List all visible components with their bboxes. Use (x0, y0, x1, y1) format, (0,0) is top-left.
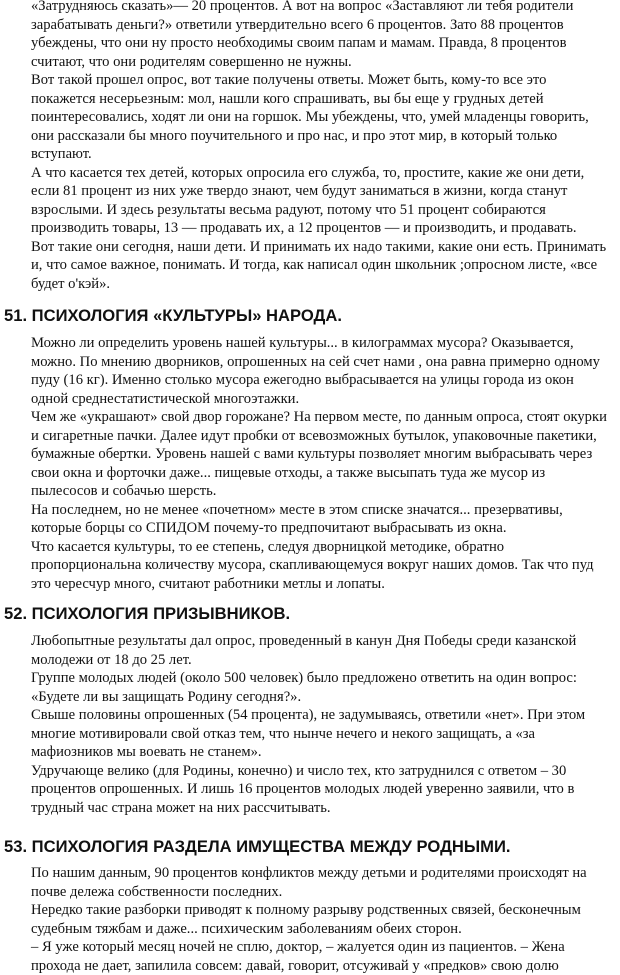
text-line: Вот такие они сегодня, наши дети. И принимать их надо такими, какие они есть. Принимать (31, 238, 616, 257)
section-heading-53: 53. ПСИХОЛОГИЯ РАЗДЕЛА ИМУЩЕСТВА МЕЖДУ РОДНЫМИ. (4, 837, 616, 857)
text-line: одной среднестатистической многоэтажки. (31, 390, 616, 409)
text-line: пылесосов и собачью шерсть. (31, 482, 616, 501)
section-heading-51: 51. ПСИХОЛОГИЯ «КУЛЬТУРЫ» НАРОДА. (4, 306, 616, 326)
text-line: Нередко такие разборки приводят к полному разрыву родственных связей, бесконечным (31, 901, 616, 920)
text-line: покажется несерьезным: мол, нашли кого спрашивать, вы бы еще у грудных детей (31, 90, 616, 109)
text-line: На последнем, но не менее «почетном» месте в этом списке значатся... презервативы, (31, 501, 616, 520)
paragraph-section-52 (31, 632, 616, 817)
text-line: многие мотивировали свой отказ тем, что нынче нечего и некого защищать, а «за (31, 725, 616, 744)
text-line: молодежи от 18 до 25 лет. (31, 651, 616, 670)
text-line: они рассказали бы много поучительного и про нас, и про этот мир, в который только (31, 127, 616, 146)
text-line: Удручающе велико (для Родины, конечно) и число тех, кто затруднился с ответом – 30 (31, 762, 616, 781)
section-heading-52: 52. ПСИХОЛОГИЯ ПРИЗЫВНИКОВ. (4, 604, 616, 624)
text-line: Можно ли определить уровень нашей культуры... в килограммах мусора? Оказывается, (31, 334, 616, 353)
paragraph-section-51 (31, 334, 616, 593)
text-line: будет о'кэй». (31, 275, 616, 294)
text-line: и, что самое важное, понимать. И тогда, как написал один школьник ;опросном листе, «все (31, 256, 616, 275)
text-line: вступают. (31, 145, 616, 164)
text-line: зарабатывать деньги?» ответили утвердительно всего 6 процентов. Зато 88 процентов (31, 16, 616, 35)
text-line: мафиозников мы воевать не станем». (31, 743, 616, 762)
text-line: пуду (16 кг). Именно столько мусора ежегодно выбрасывается на улицы города из окон (31, 371, 616, 390)
text-line: Свыше половины опрошенных (54 процента), не задумываясь, ответили «нет». При этом (31, 706, 616, 725)
text-line: трудный час страна может на них рассчитывать. (31, 799, 616, 818)
text-line: бумажные обертки. Уровень нашей с вами культуры позволяет многим выбрасывать через (31, 445, 616, 464)
text-line: свои окна и форточки даже... пищевые отходы, а также высыпать туда же мусор из (31, 464, 616, 483)
text-line: если 81 процент из них уже твердо знают, чем будут заниматься в жизни, когда станут (31, 182, 616, 201)
text-line: поинтересовались, ходят ли они на горшок. Мы убеждены, что, умей младенцы говорить, (31, 108, 616, 127)
text-line: взрослыми. И здесь результаты весьма радуют, потому что 51 процент собираются (31, 201, 616, 220)
text-line: считают, что они родителям совершенно не нужны. (31, 53, 616, 72)
text-line: Группе молодых людей (около 500 человек) было предложено ответить на один вопрос: (31, 669, 616, 688)
text-line: – Я уже который месяц ночей не сплю, доктор, – жалуется один из пациентов. – Жена (31, 938, 616, 957)
paragraph-intro (31, 0, 616, 293)
text-line: пропорциональна количеству мусора, скапливающемуся вокруг наших домов. Так что пуд (31, 556, 616, 575)
text-line: можно. По мнению дворников, опрошенных на сей счет нами , она равна примерно одному (31, 353, 616, 372)
text-line: Вот такой прошел опрос, вот такие получены ответы. Может быть, кому-то все это (31, 71, 616, 90)
text-line: это чересчур много, считают работники метлы и лопаты. (31, 575, 616, 594)
text-line: почве дележа собственности последних. (31, 883, 616, 902)
text-line: производить товары, 13 — продавать их, а 12 процентов — и производить, и продавать. (31, 219, 616, 238)
text-line: процентов опрошенных. И лишь 16 процентов молодых людей уверенно заявили, что в (31, 780, 616, 799)
text-line: Любопытные результаты дал опрос, проведенный в канун Дня Победы среди казанской (31, 632, 616, 651)
text-line: которые борцы со СПИДОМ почему-то предпочитают выбрасывать из окна. (31, 519, 616, 538)
text-line: А что касается тех детей, которых опросила его служба, то, простите, какие же они дети, (31, 164, 616, 183)
text-line: судебным тяжбам и даже... психическим заболеваниям обеих сторон. (31, 920, 616, 939)
text-line: «Затрудняюсь сказать»— 20 процентов. А вот на вопрос «Заставляют ли тебя родители (31, 0, 616, 16)
text-line: По нашим данным, 90 процентов конфликтов между детьми и родителями происходят на (31, 864, 616, 883)
text-line: Что касается культуры, то ее степень, следуя дворницкой методике, обратно (31, 538, 616, 557)
text-line: и сигаретные пачки. Далее идут пробки от всевозможных бутылок, упаковочные пакетики, (31, 427, 616, 446)
text-line: Чем же «украшают» свой двор горожане? На первом месте, по данным опроса, стоят окурки (31, 408, 616, 427)
text-line: убеждены, что они ну просто необходимы своим папам и мамам. Правда, 8 процентов (31, 34, 616, 53)
paragraph-section-53 (31, 864, 616, 975)
text-line: прохода не дает, запилила совсем: давай, говорит, отсуживай у «предков» свою долю (31, 957, 616, 975)
text-line: «Будете ли вы защищать Родину сегодня?». (31, 688, 616, 707)
